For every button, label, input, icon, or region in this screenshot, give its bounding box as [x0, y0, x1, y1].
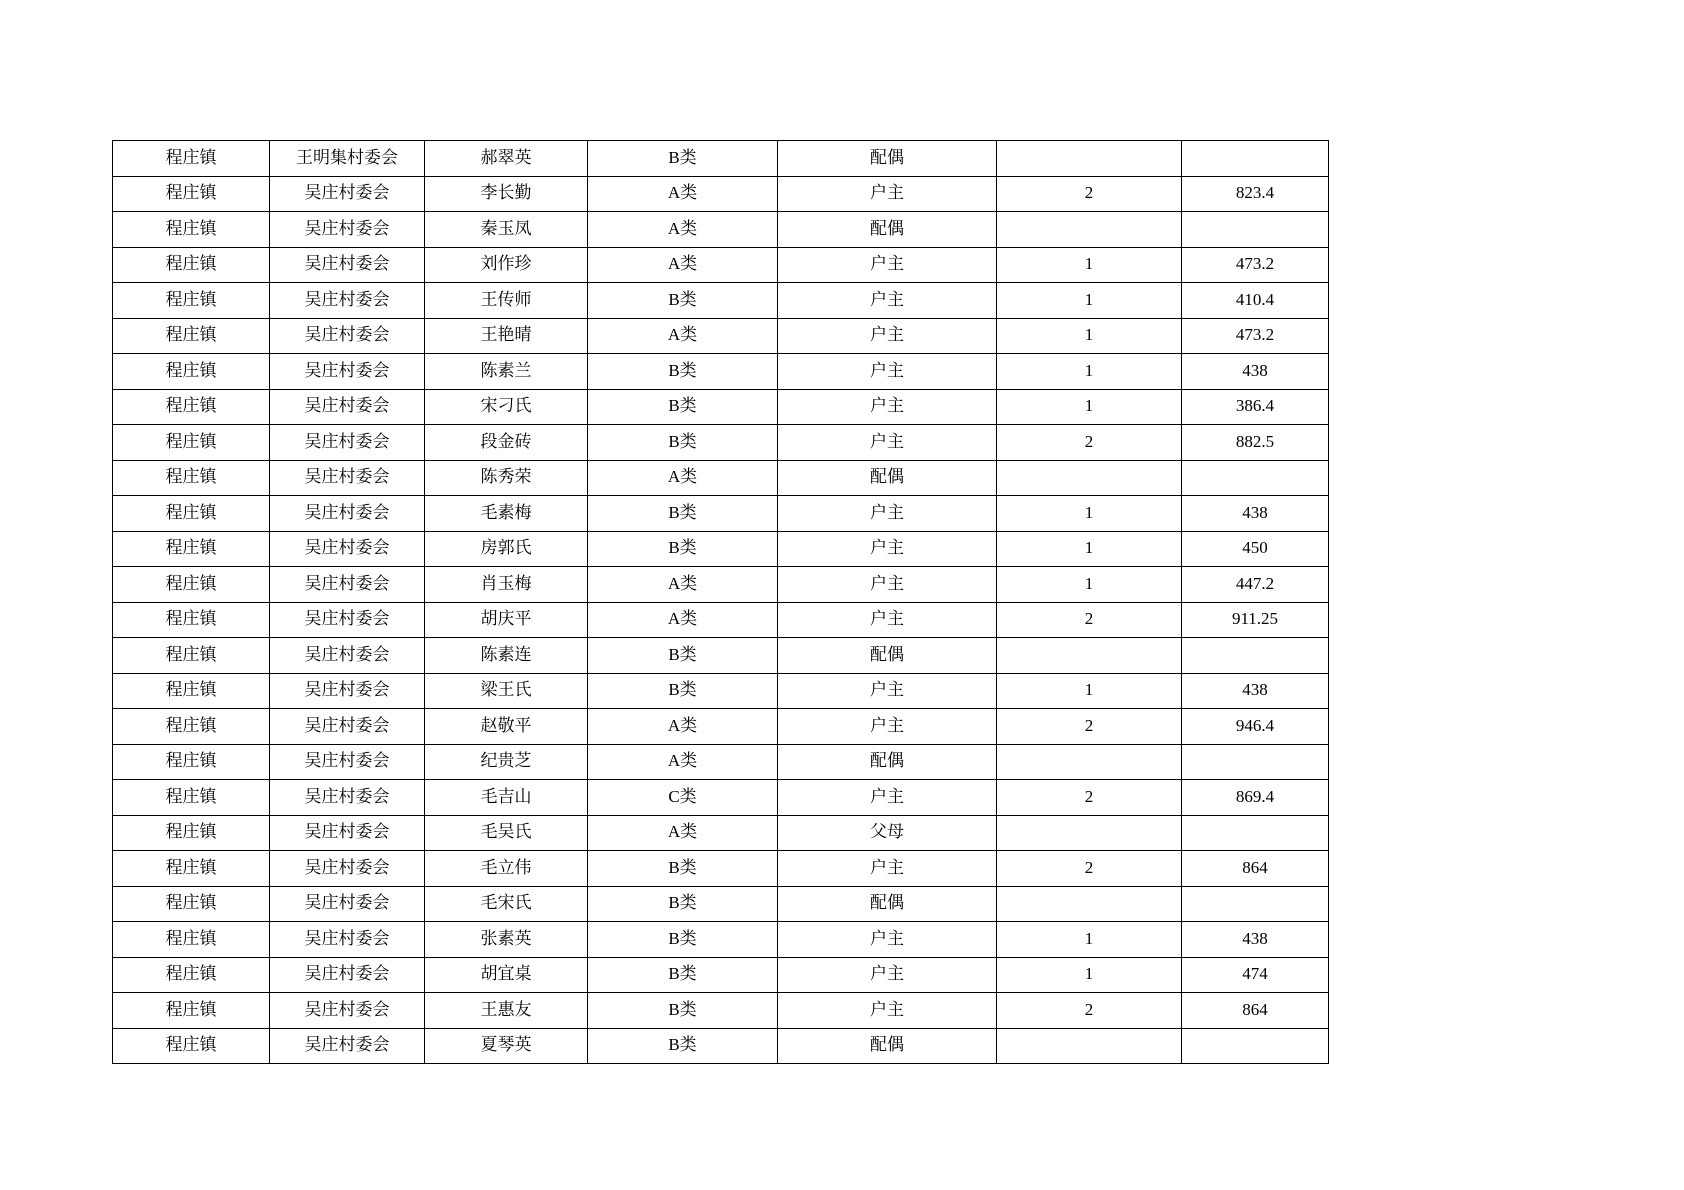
cell-relation: 户主: [778, 851, 997, 887]
cell-amount: [1182, 1028, 1329, 1064]
cell-town: 程庄镇: [113, 780, 270, 816]
cell-relation: 户主: [778, 673, 997, 709]
cell-category: A类: [588, 815, 778, 851]
cell-count: 1: [997, 673, 1182, 709]
cell-town: 程庄镇: [113, 602, 270, 638]
cell-name: 赵敬平: [425, 709, 588, 745]
cell-name: 宋刁氏: [425, 389, 588, 425]
cell-village: 吴庄村委会: [270, 176, 425, 212]
cell-category: B类: [588, 673, 778, 709]
cell-category: B类: [588, 638, 778, 674]
cell-amount: 474: [1182, 957, 1329, 993]
table-container: [112, 140, 1328, 1064]
cell-count: 2: [997, 851, 1182, 887]
cell-category: B类: [588, 922, 778, 958]
cell-category: B类: [588, 425, 778, 461]
cell-category: B类: [588, 496, 778, 532]
subsidy-table: [112, 140, 1329, 1064]
cell-count: 1: [997, 567, 1182, 603]
cell-name: 张素英: [425, 922, 588, 958]
cell-village: 吴庄村委会: [270, 886, 425, 922]
cell-relation: 户主: [778, 389, 997, 425]
cell-count: 1: [997, 247, 1182, 283]
cell-village: 吴庄村委会: [270, 780, 425, 816]
cell-relation: 配偶: [778, 886, 997, 922]
table-row: [113, 425, 1329, 461]
cell-category: C类: [588, 780, 778, 816]
table-row: [113, 744, 1329, 780]
cell-relation: 配偶: [778, 141, 997, 177]
cell-town: 程庄镇: [113, 957, 270, 993]
cell-relation: 户主: [778, 602, 997, 638]
cell-name: 陈素兰: [425, 354, 588, 390]
table-row: [113, 780, 1329, 816]
cell-relation: 配偶: [778, 1028, 997, 1064]
table-row: [113, 318, 1329, 354]
cell-relation: 户主: [778, 354, 997, 390]
cell-name: 夏琴英: [425, 1028, 588, 1064]
cell-relation: 父母: [778, 815, 997, 851]
cell-village: 吴庄村委会: [270, 318, 425, 354]
cell-category: A类: [588, 744, 778, 780]
cell-village: 吴庄村委会: [270, 283, 425, 319]
cell-town: 程庄镇: [113, 673, 270, 709]
cell-count: 1: [997, 922, 1182, 958]
cell-count: 1: [997, 318, 1182, 354]
cell-town: 程庄镇: [113, 496, 270, 532]
cell-count: [997, 744, 1182, 780]
cell-name: 房郭氏: [425, 531, 588, 567]
cell-town: 程庄镇: [113, 176, 270, 212]
cell-name: 毛立伟: [425, 851, 588, 887]
cell-count: [997, 1028, 1182, 1064]
cell-town: 程庄镇: [113, 922, 270, 958]
cell-count: 1: [997, 354, 1182, 390]
cell-village: 王明集村委会: [270, 141, 425, 177]
cell-count: [997, 460, 1182, 496]
table-row: [113, 993, 1329, 1029]
table-row: [113, 602, 1329, 638]
cell-count: [997, 815, 1182, 851]
cell-category: A类: [588, 247, 778, 283]
cell-name: 王惠友: [425, 993, 588, 1029]
cell-village: 吴庄村委会: [270, 531, 425, 567]
cell-town: 程庄镇: [113, 815, 270, 851]
cell-category: B类: [588, 851, 778, 887]
cell-name: 胡庆平: [425, 602, 588, 638]
cell-town: 程庄镇: [113, 638, 270, 674]
cell-name: 刘作珍: [425, 247, 588, 283]
cell-town: 程庄镇: [113, 425, 270, 461]
cell-name: 梁王氏: [425, 673, 588, 709]
cell-relation: 配偶: [778, 638, 997, 674]
cell-amount: 438: [1182, 496, 1329, 532]
cell-town: 程庄镇: [113, 318, 270, 354]
cell-relation: 户主: [778, 780, 997, 816]
cell-village: 吴庄村委会: [270, 815, 425, 851]
cell-amount: 473.2: [1182, 318, 1329, 354]
table-row: [113, 531, 1329, 567]
cell-count: 2: [997, 709, 1182, 745]
cell-count: 1: [997, 531, 1182, 567]
cell-category: B类: [588, 886, 778, 922]
cell-count: 2: [997, 993, 1182, 1029]
cell-category: A类: [588, 460, 778, 496]
cell-village: 吴庄村委会: [270, 709, 425, 745]
cell-village: 吴庄村委会: [270, 567, 425, 603]
cell-count: [997, 212, 1182, 248]
cell-town: 程庄镇: [113, 709, 270, 745]
cell-amount: 438: [1182, 673, 1329, 709]
cell-category: B类: [588, 141, 778, 177]
table-row: [113, 851, 1329, 887]
cell-amount: 438: [1182, 354, 1329, 390]
cell-town: 程庄镇: [113, 744, 270, 780]
cell-count: 1: [997, 283, 1182, 319]
cell-count: [997, 638, 1182, 674]
cell-count: 2: [997, 780, 1182, 816]
cell-village: 吴庄村委会: [270, 744, 425, 780]
cell-amount: 447.2: [1182, 567, 1329, 603]
table-row: [113, 247, 1329, 283]
cell-town: 程庄镇: [113, 993, 270, 1029]
cell-amount: 410.4: [1182, 283, 1329, 319]
table-row: [113, 460, 1329, 496]
cell-village: 吴庄村委会: [270, 389, 425, 425]
cell-relation: 配偶: [778, 460, 997, 496]
cell-town: 程庄镇: [113, 886, 270, 922]
cell-name: 毛素梅: [425, 496, 588, 532]
cell-amount: 864: [1182, 851, 1329, 887]
cell-amount: [1182, 815, 1329, 851]
cell-relation: 户主: [778, 247, 997, 283]
cell-category: B类: [588, 283, 778, 319]
cell-relation: 户主: [778, 425, 997, 461]
table-row: [113, 815, 1329, 851]
cell-category: A类: [588, 318, 778, 354]
cell-name: 胡宜桌: [425, 957, 588, 993]
cell-amount: 450: [1182, 531, 1329, 567]
cell-name: 王传师: [425, 283, 588, 319]
cell-amount: 823.4: [1182, 176, 1329, 212]
table-row: [113, 922, 1329, 958]
cell-name: 秦玉凤: [425, 212, 588, 248]
cell-town: 程庄镇: [113, 283, 270, 319]
cell-count: 2: [997, 425, 1182, 461]
cell-category: A类: [588, 212, 778, 248]
cell-amount: [1182, 886, 1329, 922]
cell-count: 1: [997, 389, 1182, 425]
cell-count: 1: [997, 496, 1182, 532]
cell-amount: [1182, 212, 1329, 248]
cell-town: 程庄镇: [113, 1028, 270, 1064]
cell-village: 吴庄村委会: [270, 993, 425, 1029]
cell-name: 毛吉山: [425, 780, 588, 816]
table-row: [113, 886, 1329, 922]
table-row: [113, 709, 1329, 745]
cell-amount: 946.4: [1182, 709, 1329, 745]
cell-amount: 438: [1182, 922, 1329, 958]
table-row: [113, 212, 1329, 248]
cell-relation: 户主: [778, 957, 997, 993]
table-row: [113, 354, 1329, 390]
cell-town: 程庄镇: [113, 460, 270, 496]
cell-village: 吴庄村委会: [270, 638, 425, 674]
cell-amount: [1182, 460, 1329, 496]
cell-village: 吴庄村委会: [270, 851, 425, 887]
cell-village: 吴庄村委会: [270, 425, 425, 461]
cell-town: 程庄镇: [113, 141, 270, 177]
cell-name: 陈秀荣: [425, 460, 588, 496]
cell-category: B类: [588, 993, 778, 1029]
cell-count: [997, 141, 1182, 177]
cell-count: 2: [997, 602, 1182, 638]
cell-count: 1: [997, 957, 1182, 993]
cell-name: 李长勤: [425, 176, 588, 212]
cell-relation: 户主: [778, 318, 997, 354]
cell-village: 吴庄村委会: [270, 602, 425, 638]
cell-name: 纪贵芝: [425, 744, 588, 780]
cell-relation: 户主: [778, 709, 997, 745]
cell-village: 吴庄村委会: [270, 212, 425, 248]
table-body: [113, 141, 1329, 1064]
cell-village: 吴庄村委会: [270, 354, 425, 390]
cell-town: 程庄镇: [113, 851, 270, 887]
cell-amount: 869.4: [1182, 780, 1329, 816]
cell-village: 吴庄村委会: [270, 957, 425, 993]
cell-village: 吴庄村委会: [270, 460, 425, 496]
cell-town: 程庄镇: [113, 354, 270, 390]
table-row: [113, 567, 1329, 603]
table-row: [113, 176, 1329, 212]
cell-amount: 386.4: [1182, 389, 1329, 425]
cell-name: 肖玉梅: [425, 567, 588, 603]
table-row: [113, 389, 1329, 425]
cell-name: 郝翠英: [425, 141, 588, 177]
cell-category: B类: [588, 389, 778, 425]
cell-town: 程庄镇: [113, 531, 270, 567]
cell-name: 段金砖: [425, 425, 588, 461]
cell-category: A类: [588, 602, 778, 638]
cell-relation: 户主: [778, 176, 997, 212]
cell-name: 毛吴氏: [425, 815, 588, 851]
cell-relation: 配偶: [778, 212, 997, 248]
table-row: [113, 141, 1329, 177]
cell-village: 吴庄村委会: [270, 673, 425, 709]
table-row: [113, 673, 1329, 709]
cell-name: 毛宋氏: [425, 886, 588, 922]
cell-name: 王艳晴: [425, 318, 588, 354]
cell-village: 吴庄村委会: [270, 922, 425, 958]
cell-town: 程庄镇: [113, 212, 270, 248]
cell-relation: 户主: [778, 496, 997, 532]
cell-amount: 911.25: [1182, 602, 1329, 638]
table-row: [113, 283, 1329, 319]
cell-village: 吴庄村委会: [270, 496, 425, 532]
cell-relation: 户主: [778, 567, 997, 603]
cell-village: 吴庄村委会: [270, 247, 425, 283]
cell-amount: [1182, 638, 1329, 674]
table-row: [113, 638, 1329, 674]
cell-relation: 户主: [778, 993, 997, 1029]
cell-name: 陈素连: [425, 638, 588, 674]
cell-amount: 473.2: [1182, 247, 1329, 283]
cell-amount: [1182, 744, 1329, 780]
cell-relation: 户主: [778, 531, 997, 567]
cell-category: B类: [588, 1028, 778, 1064]
cell-town: 程庄镇: [113, 567, 270, 603]
cell-amount: [1182, 141, 1329, 177]
cell-relation: 户主: [778, 283, 997, 319]
cell-relation: 配偶: [778, 744, 997, 780]
table-row: [113, 1028, 1329, 1064]
cell-village: 吴庄村委会: [270, 1028, 425, 1064]
cell-town: 程庄镇: [113, 247, 270, 283]
table-row: [113, 957, 1329, 993]
cell-category: A类: [588, 567, 778, 603]
cell-category: B类: [588, 354, 778, 390]
cell-town: 程庄镇: [113, 389, 270, 425]
cell-amount: 882.5: [1182, 425, 1329, 461]
cell-count: 2: [997, 176, 1182, 212]
cell-category: A类: [588, 709, 778, 745]
cell-amount: 864: [1182, 993, 1329, 1029]
cell-category: A类: [588, 176, 778, 212]
cell-count: [997, 886, 1182, 922]
table-row: [113, 496, 1329, 532]
cell-category: B类: [588, 531, 778, 567]
cell-relation: 户主: [778, 922, 997, 958]
cell-category: B类: [588, 957, 778, 993]
